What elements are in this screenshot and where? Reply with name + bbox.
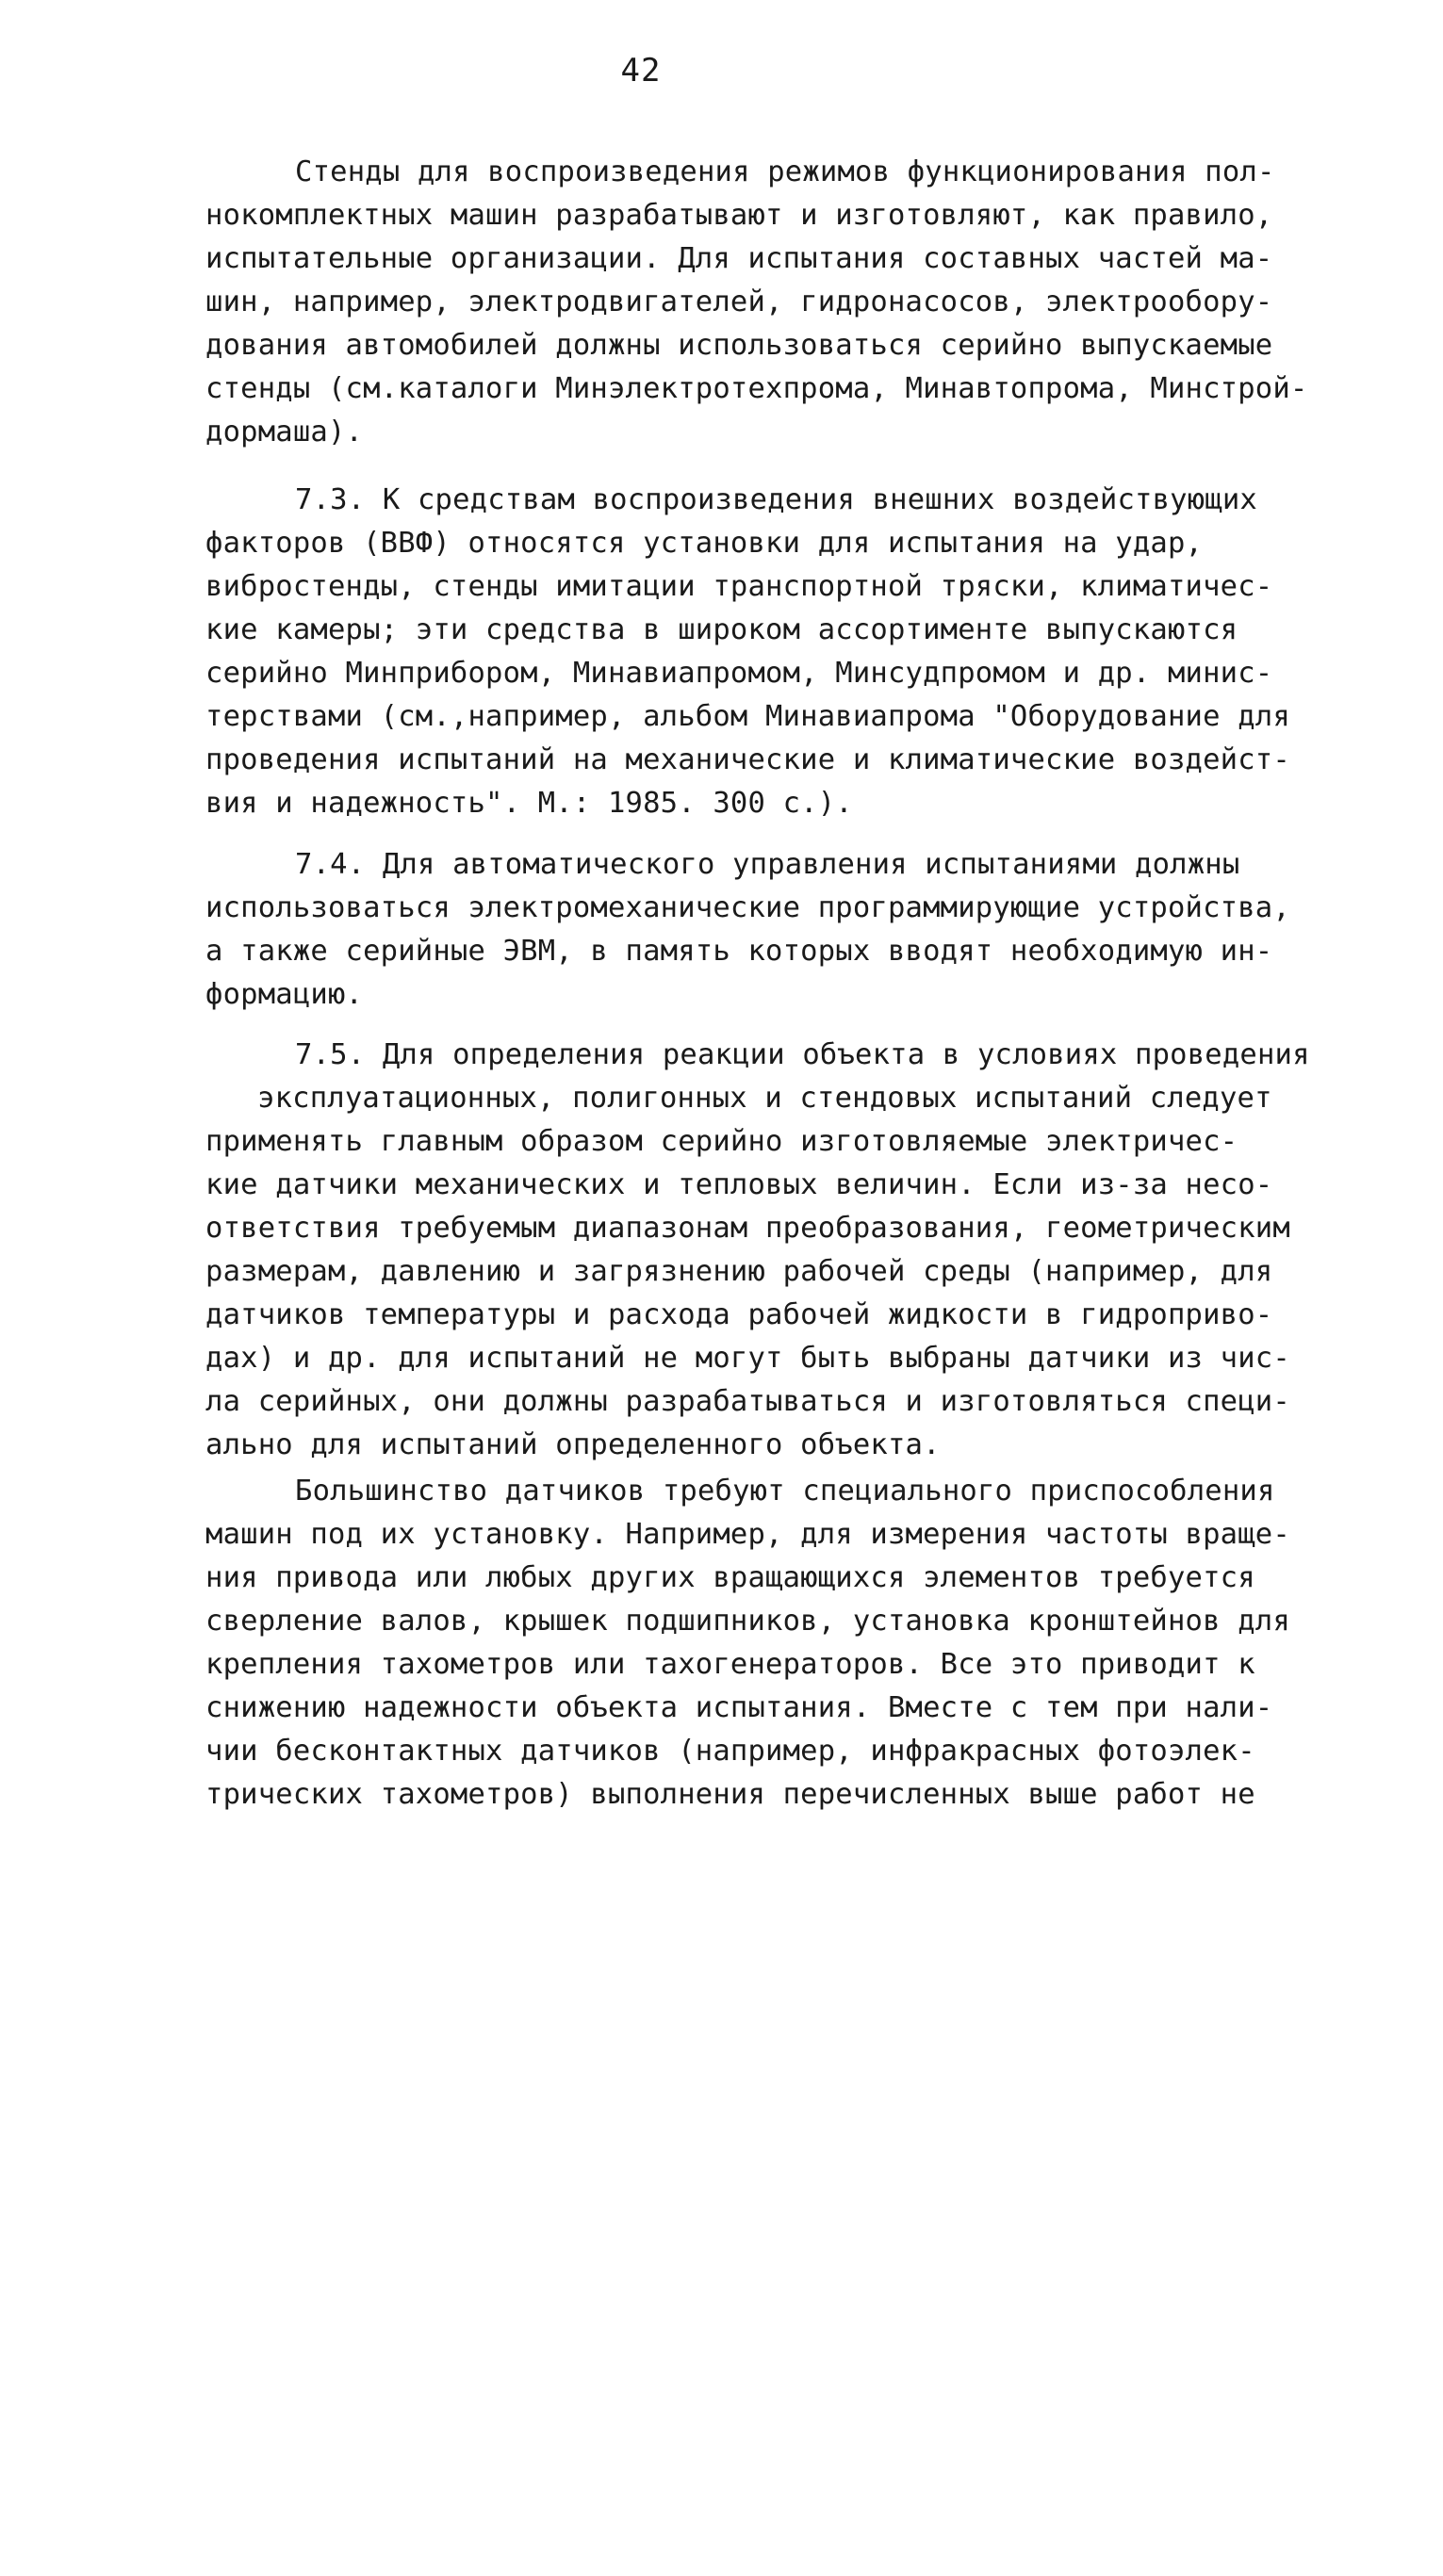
text-line: снижению надежности объекта испытания. Вместе с тем при нали- bbox=[205, 1691, 1273, 1724]
text-line: 7.5. Для определения реакции объекта в условиях проведения bbox=[295, 1038, 1310, 1071]
text-line: применять главным образом серийно изготовляемые электричес- bbox=[205, 1125, 1238, 1158]
text-line: терствами (см.,например, альбом Минавиапрома "Оборудование для bbox=[205, 700, 1290, 733]
text-line: эксплуатационных, полигонных и стендовых испытаний следует bbox=[257, 1082, 1272, 1115]
text-line: ла серийных, они должны разрабатываться и изготовляться специ- bbox=[205, 1385, 1290, 1418]
text-line: кие камеры; эти средства в широком ассортименте выпускаются bbox=[205, 613, 1238, 646]
text-line: вибростенды, стенды имитации транспортной тряски, климатичес- bbox=[205, 570, 1273, 603]
text-line: 7.3. К средствам воспроизведения внешних воздействующих bbox=[295, 483, 1257, 516]
text-line: испытательные организации. Для испытания составных частей ма- bbox=[205, 242, 1273, 275]
text-line: ответствия требуемым диапазонам преобразования, геометрическим bbox=[205, 1212, 1290, 1245]
text-line: Большинство датчиков требуют специального приспособления bbox=[295, 1475, 1275, 1508]
text-line: использоваться электромеханические программирующие устройства, bbox=[205, 891, 1290, 924]
text-line: серийно Минприбором, Минавиапромом, Минсудпромом и др. минис- bbox=[205, 657, 1273, 690]
text-line: крепления тахометров или тахогенераторов. Все это приводит к bbox=[205, 1648, 1255, 1681]
text-line: формацию. bbox=[205, 978, 364, 1011]
text-line: размерам, давлению и загрязнению рабочей среды (например, для bbox=[205, 1255, 1273, 1288]
paragraph-stands bbox=[205, 151, 1336, 454]
text-line: ния привода или любых других вращающихся элементов требуется bbox=[205, 1561, 1255, 1594]
text-line: машин под их установку. Например, для измерения частоты враще- bbox=[205, 1518, 1290, 1551]
text-line: сверление валов, крышек подшипников, установка кронштейнов для bbox=[205, 1605, 1290, 1638]
paragraph-sensors bbox=[205, 1470, 1336, 1817]
text-line: чии бесконтактных датчиков (например, инфракрасных фотоэлек- bbox=[205, 1735, 1255, 1768]
text-line: вия и надежность". М.: 1985. 300 с.). bbox=[205, 787, 853, 820]
paragraph-7-4 bbox=[205, 843, 1336, 1017]
paragraph-7-3 bbox=[205, 479, 1336, 825]
text-line: дования автомобилей должны использоваться серийно выпускаемые bbox=[205, 329, 1273, 362]
text-line: шин, например, электродвигателей, гидронасосов, электрообору- bbox=[205, 285, 1273, 318]
text-line: кие датчики механических и тепловых величин. Если из-за несо- bbox=[205, 1168, 1273, 1201]
text-line: проведения испытаний на механические и климатические воздейст- bbox=[205, 743, 1290, 776]
text-line: трических тахометров) выполнения перечисленных выше работ не bbox=[205, 1778, 1255, 1811]
paragraph-7-5 bbox=[205, 1034, 1336, 1467]
text-line: ально для испытаний определенного объекта. bbox=[205, 1428, 941, 1461]
text-line: а также серийные ЭВМ, в память которых вводят необходимую ин- bbox=[205, 935, 1273, 968]
text-line: дормаша). bbox=[205, 416, 364, 448]
text-line: дах) и др. для испытаний не могут быть выбраны датчики из чис- bbox=[205, 1342, 1290, 1375]
text-line: 7.4. Для автоматического управления испытаниями должны bbox=[295, 848, 1240, 881]
text-line: датчиков температуры и расхода рабочей жидкости в гидроприво- bbox=[205, 1298, 1273, 1331]
page-number: 42 bbox=[620, 52, 662, 90]
text-line: Стенды для воспроизведения режимов функционирования пол- bbox=[295, 155, 1275, 188]
text-line: факторов (ВВФ) относятся установки для испытания на удар, bbox=[205, 527, 1204, 560]
text-line: стенды (см.каталоги Минэлектротехпрома, Минавтопрома, Минстрой- bbox=[205, 372, 1308, 405]
text-line: нокомплектных машин разрабатывают и изготовляют, как правило, bbox=[205, 199, 1273, 232]
